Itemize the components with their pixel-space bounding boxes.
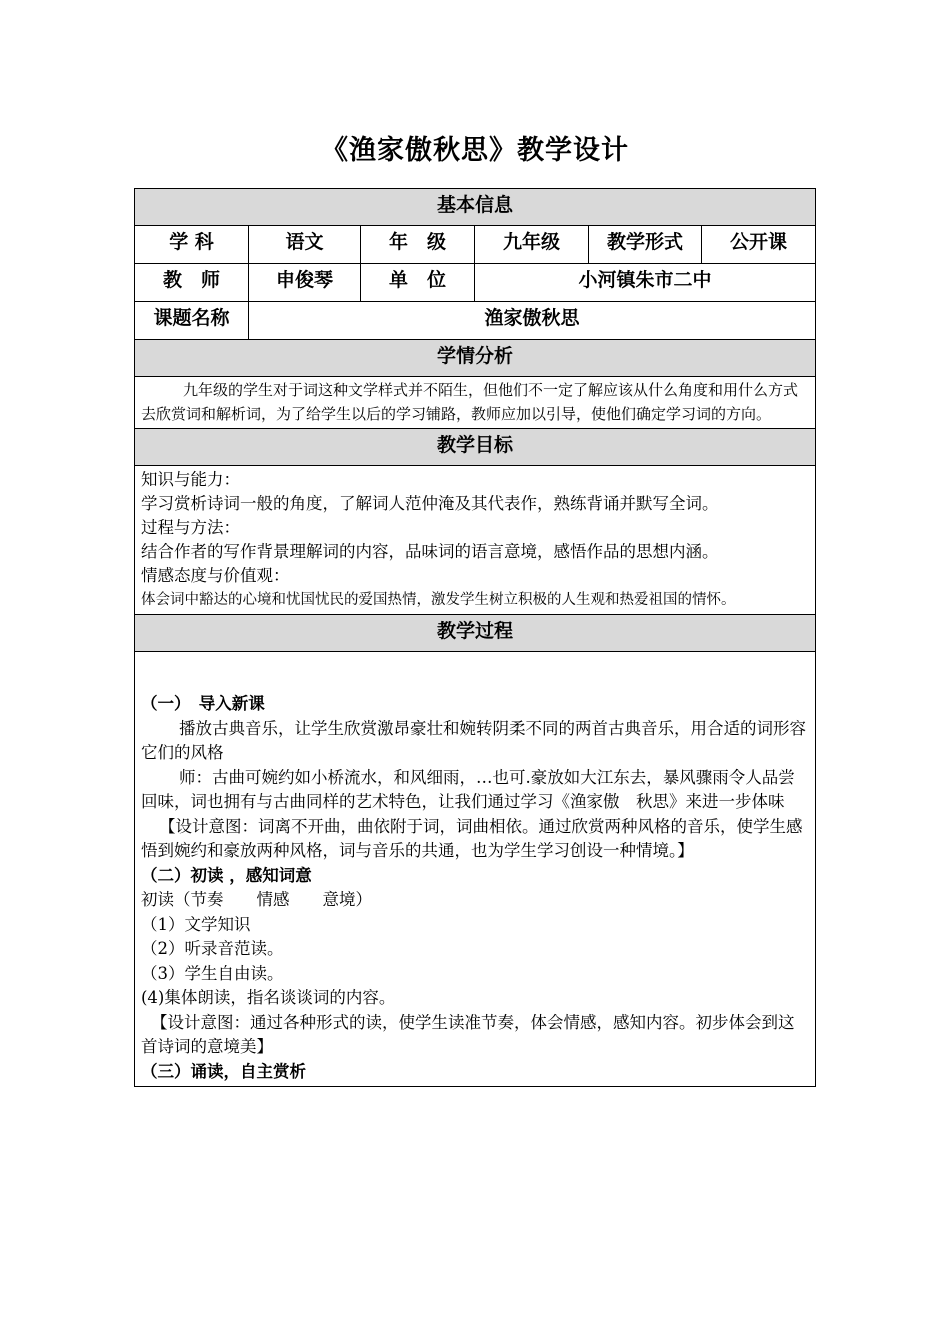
- step-2-item-3: （3）学生自由读。: [141, 963, 284, 983]
- subject-value: 语文: [249, 226, 361, 264]
- step-1-paragraph-1: 播放古典音乐，让学生欣赏激昂豪壮和婉转阴柔不同的两首古典音乐，用合适的词形容它们的风格: [141, 718, 806, 762]
- grade-label: 年 级: [361, 226, 475, 264]
- emotion-text: 体会词中豁达的心境和忧国忧民的爱国热情，激发学生树立积极的人生观和热爱祖国的情怀。: [141, 592, 736, 608]
- teaching-form-label: 教学形式: [589, 226, 702, 264]
- process-method-text: 结合作者的写作背景理解词的内容，品味词的语言意境，感悟作品的思想内涵。: [141, 542, 719, 561]
- analysis-paragraph: 九年级的学生对于词这种文学样式并不陌生，但他们不一定了解应该从什么角度和用什么方式去欣赏词和解析词，为了给学生以后的学习铺路，教师应加以引导，使他们确定学习词的方向。: [141, 381, 799, 423]
- step-2-item-1: （1）文学知识: [141, 914, 251, 934]
- knowledge-text: 学习赏析诗词一般的角度，了解词人范仲淹及其代表作，熟练背诵并默写全词。: [141, 494, 719, 513]
- step-2-reading-line: 初读（节奏 情感 意境）: [141, 890, 372, 909]
- step-2-item-4: (4)集体朗读，指名谈谈词的内容。: [141, 988, 396, 1007]
- grade-value: 九年级: [475, 226, 589, 264]
- analysis-text-cell: [135, 377, 816, 429]
- step-1-design-intent: 【设计意图：词离不开曲，曲依附于词，词曲相依。通过欣赏两种风格的音乐，使学生感悟到婉约和豪放两种风格，词与音乐的共通，也为学生学习创设一种情境。】: [141, 816, 803, 860]
- objectives-cell: [135, 466, 816, 615]
- unit-label: 单 位: [361, 264, 475, 302]
- step-3-title: （三）诵读，自主赏析: [141, 1061, 306, 1081]
- unit-value: 小河镇朱市二中: [475, 264, 816, 302]
- step-2-title: （二）初读 ，感知词意: [141, 865, 312, 885]
- section-header-process: 教学过程: [135, 615, 816, 652]
- step-1-paragraph-2: 师：古曲可婉约如小桥流水，和风细雨，…也可.豪放如大江东去，暴风骤雨令人品尝回味，词也拥有与古曲同样的艺术特色，让我们通过学习《渔家傲 秋思》来进一步体味: [141, 767, 795, 811]
- document-title: 《渔家傲秋思》教学设计: [321, 135, 629, 166]
- topic-label: 课题名称: [135, 302, 249, 340]
- subject-label: 学 科: [135, 226, 249, 264]
- process-cell: [135, 652, 816, 1087]
- step-2-item-2: （2）听录音范读。: [141, 939, 284, 958]
- teaching-form-value: 公开课: [702, 226, 816, 264]
- step-2-design-intent: 【设计意图：通过各种形式的读，使学生读准节奏，体会情感，感知内容。初步体会到这首诗词的意境美】: [141, 1012, 795, 1056]
- emotion-label: 情感态度与价值观：: [141, 566, 290, 585]
- teacher-value: 申俊琴: [249, 264, 361, 302]
- section-header-analysis: 学情分析: [135, 340, 816, 377]
- process-method-label: 过程与方法：: [141, 518, 240, 537]
- teacher-label: 教 师: [135, 264, 249, 302]
- section-header-objectives: 教学目标: [135, 429, 816, 466]
- step-1-title: （一） 导入新课: [141, 694, 265, 713]
- topic-value: 渔家傲秋思: [249, 302, 816, 340]
- section-header-basic-info: 基本信息: [135, 189, 816, 226]
- lesson-plan-table: [134, 188, 816, 1087]
- knowledge-label: 知识与能力：: [141, 470, 240, 489]
